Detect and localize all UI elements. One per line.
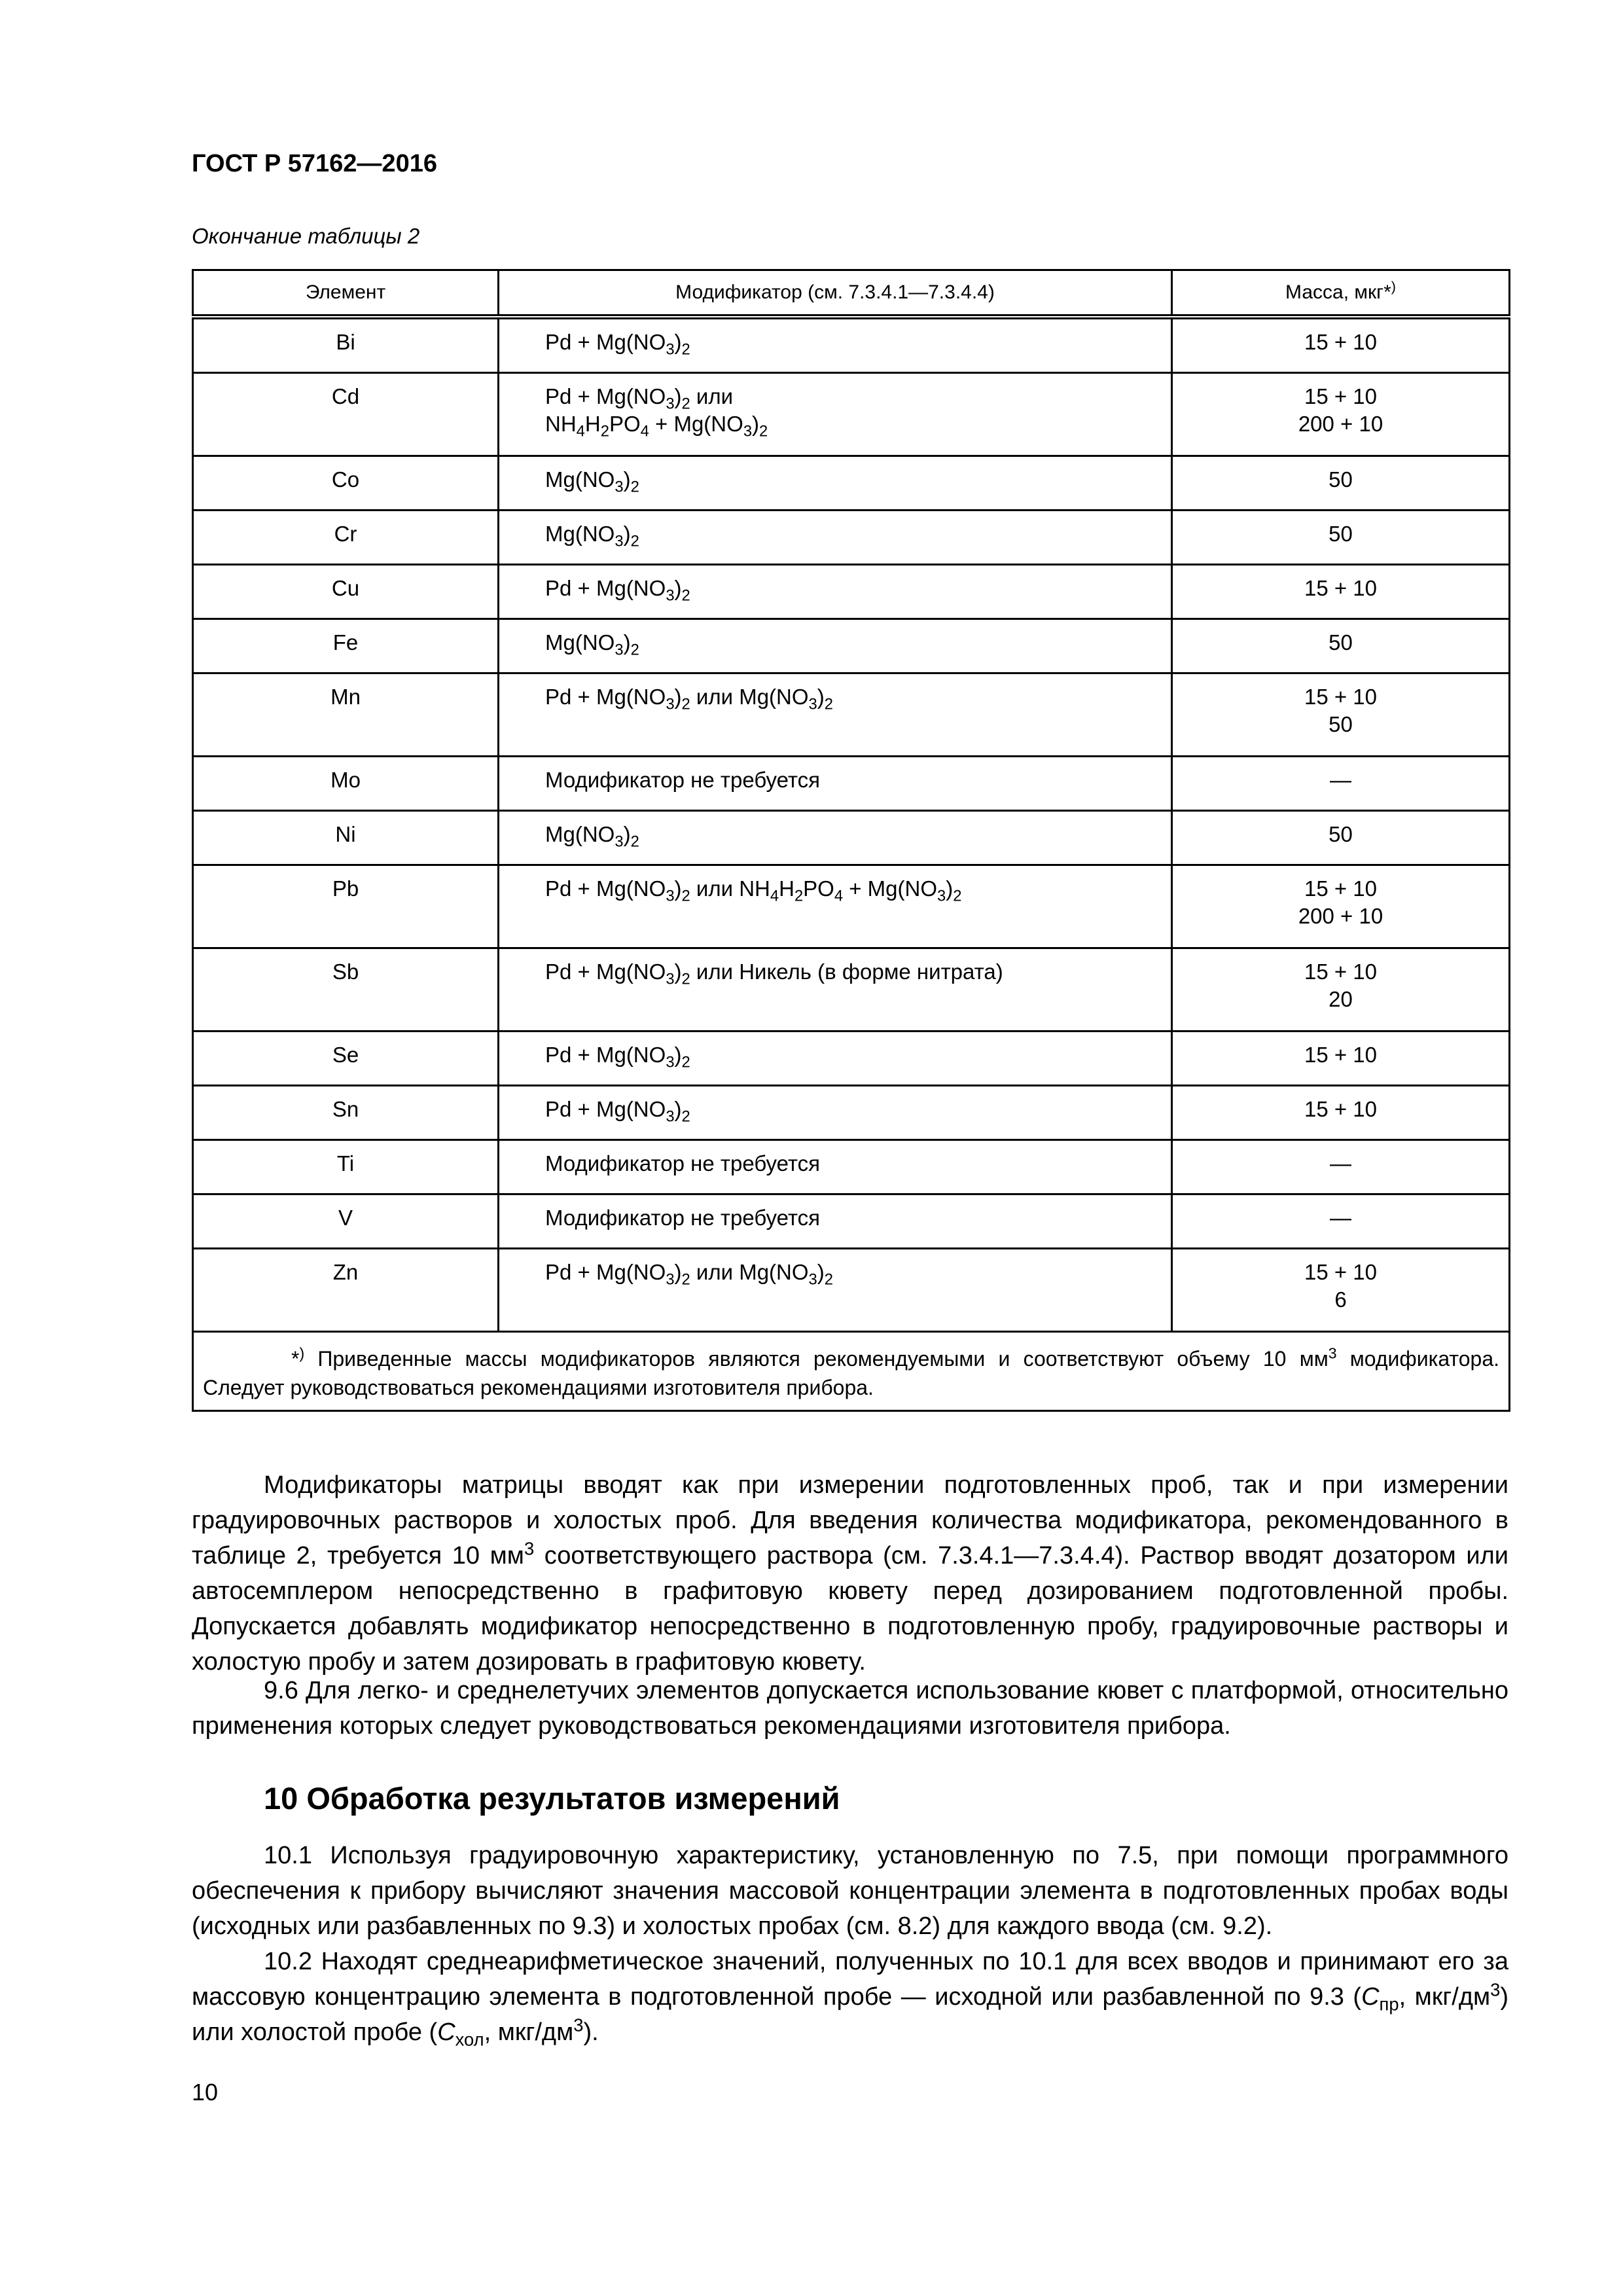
element-cell: Se [193,1031,499,1086]
mass-cell [1172,619,1510,673]
table-row [193,948,1510,1031]
mass-cell [1172,1140,1510,1194]
table-caption: Окончание таблицы 2 [192,224,420,248]
element-cell: Mo [193,757,499,811]
paragraph-modifiers: Модификаторы матрицы вводят как при измерении подготовленных проб, так и при измерении градуировочных растворов и холостых проб. Для введения количества модификатора, рекомендованного в таблице 2, требуется 10 $мм^3$ соответствующего раствора (см. 7.3.4.1—7.3.4.4). Раствор вводят дозатором или автосемплером непосредственно в графитовую кювету перед дозированием подготовленной пробы. Допускается добавлять модификатор непосредственно в подготовленную пробу, градуировочные растворы и холостую пробу и затем дозировать в графитовую кювету. [192,1471,1509,1676]
mass-line: 50 [1329,822,1353,846]
element-cell: Fe [193,619,499,673]
modifier-line: $Pd + Mg(NO_3)_2$ или $NH_4H_2PO_4 + Mg(NO_3)_2$ [545,876,962,905]
table-footnote-row [193,1332,1510,1411]
table-row [193,373,1510,456]
table-row [193,811,1510,865]
modifier-cell [499,565,1172,619]
element-cell: Ti [193,1140,499,1194]
paragraph-10-1: 10.1 Используя градуировочную характеристику, установленную по 7.5, при помощи программного обеспечения к прибору вычисляют значения массовой концентрации элемента в подготовленных пробах воды (исходных или разбавленных по 9.3) и холостых пробах (см. 8.2) для каждого ввода (см. 9.2). [192,1842,1508,1940]
table-row [193,1249,1510,1332]
mass-cell [1172,565,1510,619]
modifier-line: $Pd + Mg(NO_3)_2$ [545,576,690,605]
mass-line: 15 + 10 [1304,1260,1378,1284]
table-row [193,511,1510,565]
modifier-cell [499,456,1172,511]
modifier-line: $Pd + Mg(NO_3)_2$ [545,1043,690,1071]
modifier-cell [499,511,1172,565]
modifier-cell [499,1249,1172,1332]
element-cell: Cd [193,373,499,456]
document-code: ГОСТ Р 57162—2016 [192,150,437,177]
element-cell: Pb [193,865,499,948]
mass-line: — [1330,1206,1351,1230]
mass-line: — [1330,768,1351,792]
modifier-cell [499,619,1172,673]
mass-line: 15 + 10 [1304,384,1378,408]
mass-line: 200 + 10 [1298,412,1383,436]
modifier-line: $Mg(NO_3)_2$ [545,467,639,496]
mass-line: — [1330,1151,1351,1175]
modifier-line: Модификатор не требуется [545,1151,821,1175]
element-cell: Ni [193,811,499,865]
mass-line: 15 + 10 [1304,876,1378,901]
element-cell: Bi [193,317,499,373]
mass-line: 15 + 10 [1304,576,1378,600]
page-number: 10 [192,2079,219,2106]
section-title: 10 Обработка результатов измерений [264,1781,840,1816]
mass-line: 6 [1334,1287,1347,1312]
element-cell: Cr [193,511,499,565]
element-cell: Sb [193,948,499,1031]
mass-line: 15 + 10 [1304,1043,1378,1067]
table-row [193,1140,1510,1194]
mass-cell [1172,1086,1510,1140]
mass-line: 15 + 10 [1304,1097,1378,1121]
modifier-line: $Pd + Mg(NO_3)_2$ или Никель (в форме нитрата) [545,960,1003,988]
table-row [193,1194,1510,1249]
mass-line: 200 + 10 [1298,904,1383,928]
modifier-cell [499,757,1172,811]
modifier-line: Модификатор не требуется [545,1206,821,1230]
modifier-cell [499,948,1172,1031]
mass-cell [1172,317,1510,373]
modifier-line: $Pd + Mg(NO_3)_2$ [545,1097,690,1126]
modifier-line: $Pd + Mg(NO_3)_2$ или $Mg(NO_3)_2$ [545,685,833,713]
element-cell: Co [193,456,499,511]
modifier-line: $Pd + Mg(NO_3)_2$ или $Mg(NO_3)_2$ [545,1260,833,1289]
modifier-table [192,269,1510,1412]
element-cell: Mn [193,673,499,757]
table-row [193,317,1510,373]
modifier-line: $Mg(NO_3)_2$ [545,822,639,851]
column-header-element: Элемент [193,270,499,317]
element-cell: Cu [193,565,499,619]
table-row [193,1031,1510,1086]
mass-line: 15 + 10 [1304,330,1378,354]
paragraph-10-2: 10.2 Находят среднеарифметическое значений, полученных по 10.1 для всех вводов и принимают его за массовую концентрацию элемента в подготовленной пробе — исходной или разбавленной по 9.3 ($C_{пр}$, мкг/$дм^3$) или холостой пробе ($C_{хол}$, мкг/$дм^3$). [192,1948,1508,2050]
mass-cell [1172,373,1510,456]
mass-cell [1172,456,1510,511]
table-row [193,619,1510,673]
table-row [193,456,1510,511]
modifier-line: Модификатор не требуется [545,768,821,792]
table-row [193,757,1510,811]
element-cell: Sn [193,1086,499,1140]
modifier-cell [499,1140,1172,1194]
column-header-modifier: Модификатор (см. 7.3.4.1—7.3.4.4) [499,270,1172,317]
modifier-cell [499,865,1172,948]
mass-line: 50 [1329,630,1353,655]
mass-cell [1172,865,1510,948]
mass-cell [1172,1194,1510,1249]
modifier-cell [499,1194,1172,1249]
modifier-cell [499,373,1172,456]
footnote-text: *) Приведенные массы модификаторов являются рекомендуемыми и соответствуют объему 10 $мм^3$ модификатора. Следует руководствоваться рекомендациями изготовителя прибора. [203,1344,1500,1399]
table-row [193,673,1510,757]
modifier-line: $Mg(NO_3)_2$ [545,522,639,550]
mass-cell [1172,673,1510,757]
mass-line: 50 [1329,467,1353,492]
mass-line: 20 [1329,987,1353,1011]
modifier-line: $NH_4H_2PO_4 + Mg(NO_3)_2$ [545,412,768,440]
modifier-line: $Mg(NO_3)_2$ [545,630,639,659]
modifier-cell [499,317,1172,373]
column-header-mass: Масса, мкг*) [1172,270,1510,317]
table-header-row [193,270,1510,317]
mass-line: 15 + 10 [1304,960,1378,984]
modifier-cell [499,811,1172,865]
mass-line: 50 [1329,522,1353,546]
mass-cell [1172,757,1510,811]
mass-cell [1172,1031,1510,1086]
modifier-cell [499,1031,1172,1086]
modifier-cell [499,1086,1172,1140]
mass-cell [1172,511,1510,565]
modifier-line: $Pd + Mg(NO_3)_2$ или [545,384,734,413]
element-cell: V [193,1194,499,1249]
mass-line: 15 + 10 [1304,685,1378,709]
modifier-line: $Pd + Mg(NO_3)_2$ [545,330,690,359]
paragraph-9-6: 9.6 Для легко- и среднелетучих элементов допускается использование кювет с платформой, относительно применения которых следует руководствоваться рекомендациями изготовителя прибора. [192,1677,1508,1740]
table-row [193,565,1510,619]
table-footnote [193,1332,1510,1411]
table-row [193,1086,1510,1140]
mass-cell [1172,1249,1510,1332]
element-cell: Zn [193,1249,499,1332]
mass-cell [1172,811,1510,865]
table-body [193,317,1510,1332]
mass-line: 50 [1329,712,1353,736]
table-row [193,865,1510,948]
mass-cell [1172,948,1510,1031]
modifier-cell [499,673,1172,757]
